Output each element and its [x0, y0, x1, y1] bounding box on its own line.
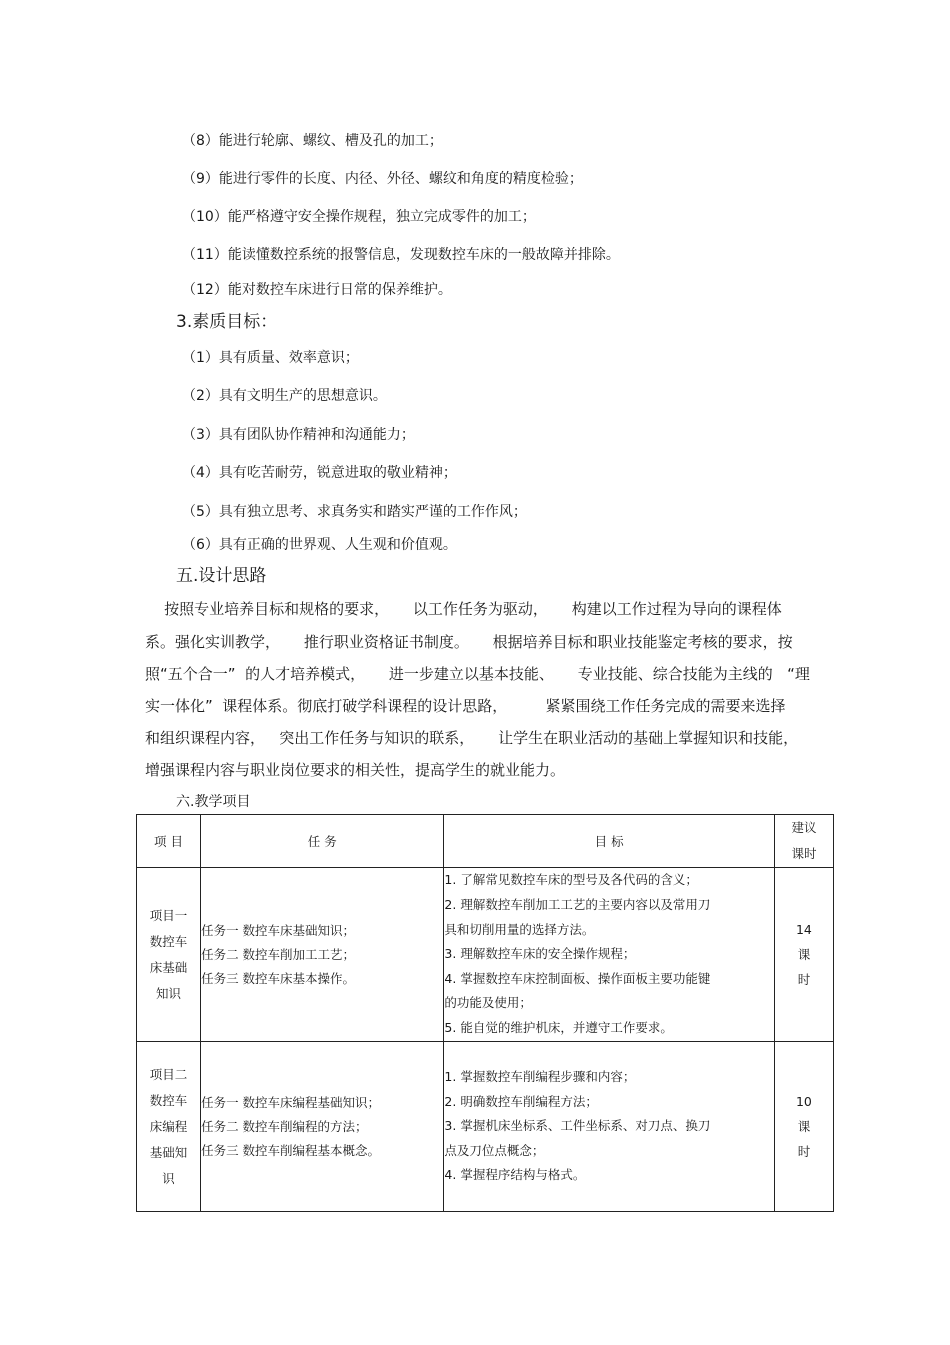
goal-line: 3. 理解数控车床的安全操作规程； [444, 946, 636, 962]
project-name-line: 床基础 [149, 959, 188, 975]
skill-item: （8）能进行轮廓、螺纹、槽及孔的加工； [182, 133, 443, 149]
task-cell [201, 868, 444, 1042]
hours-line: 时 [797, 972, 811, 987]
header-task: 任 务 [201, 815, 444, 868]
design-paragraph-line: 按照专业培养目标和规格的要求， 以工作任务为驱动， 构建以工作过程为导向的课程体 [145, 600, 782, 618]
project-name-line: 数控车 [149, 933, 188, 949]
table-caption: 六.教学项目 [176, 794, 251, 810]
goal-line: 具和切削用量的选择方法。 [444, 921, 595, 937]
skill-item: （11）能读懂数控系统的报警信息，发现数控车床的一般故障并排除。 [182, 247, 620, 263]
header-hours-line: 课时 [791, 846, 817, 861]
goal-line: 3. 掌握机床坐标系、工件坐标系、对刀点、换刀 [444, 1118, 711, 1134]
hours-line: 课 [797, 1119, 811, 1134]
table-row [137, 1042, 834, 1212]
task-item: 任务二 数控车削加工工艺； [201, 946, 356, 962]
project-name-line: 识 [162, 1170, 175, 1186]
goal-line: 4. 掌握数控车床控制面板、操作面板主要功能键 [444, 970, 711, 986]
quality-heading: 3.素质目标： [176, 312, 278, 332]
hours-line: 10 [795, 1094, 812, 1109]
goal-cell [444, 1042, 774, 1212]
goal-line: 2. 理解数控车削加工工艺的主要内容以及常用刀 [444, 897, 711, 913]
header-goal: 目 标 [444, 815, 774, 868]
goal-line: 1. 了解常见数控车床的型号及各代码的含义； [444, 872, 698, 888]
project-name-line: 项目一 [149, 907, 188, 923]
header-hours-line: 建议 [791, 820, 817, 835]
hours-line: 时 [797, 1144, 811, 1159]
task-item: 任务三 数控车削编程基本概念。 [201, 1142, 381, 1158]
skill-item: （9）能进行零件的长度、内径、外径、螺纹和角度的精度检验； [182, 171, 583, 187]
hours-cell [774, 1042, 833, 1212]
hours-cell [774, 868, 833, 1042]
task-cell [201, 1042, 444, 1212]
hours-line: 14 [795, 922, 812, 937]
skill-item: （12）能对数控车床进行日常的保养维护。 [182, 282, 452, 298]
skill-item: （10）能严格遵守安全操作规程，独立完成零件的加工； [182, 209, 536, 225]
goal-line: 点及刀位点概念； [444, 1142, 545, 1158]
header-hours [774, 815, 833, 868]
design-paragraph-line: 实一体化” 课程体系。彻底打破学科课程的设计思路， 紧紧围绕工作任务完成的需要来选择 [145, 697, 786, 715]
design-paragraph-line: 增强课程内容与职业岗位要求的相关性，提高学生的就业能力。 [145, 761, 566, 779]
header-project: 项 目 [137, 815, 201, 868]
teaching-projects-table [136, 814, 834, 1212]
quality-item: （6）具有正确的世界观、人生观和价值观。 [182, 537, 457, 553]
design-paragraph-line: 照“五个合一” 的人才培养模式， 进一步建立以基本技能、 专业技能、综合技能为主线的 “理 [145, 665, 810, 683]
project-name-line: 知识 [156, 985, 182, 1001]
project-name-line: 床编程 [149, 1118, 188, 1134]
design-paragraph-line: 系。强化实训教学， 推行职业资格证书制度。 根据培养目标和职业技能鉴定考核的要求，按 [145, 633, 793, 651]
goal-line: 1. 掌握数控车削编程步骤和内容； [444, 1069, 636, 1085]
goal-line: 的功能及使用； [444, 995, 532, 1011]
project-name-line: 基础知 [149, 1144, 188, 1160]
project-cell [137, 868, 201, 1042]
task-item: 任务一 数控车床编程基础知识； [201, 1094, 381, 1110]
quality-item: （1）具有质量、效率意识； [182, 350, 359, 366]
task-item: 任务三 数控车床基本操作。 [201, 970, 356, 986]
hours-line: 课 [797, 947, 811, 962]
goal-cell [444, 868, 774, 1042]
task-item: 任务一 数控车床基础知识； [201, 922, 356, 938]
goal-line: 4. 掌握程序结构与格式。 [444, 1167, 586, 1183]
project-cell [137, 1042, 201, 1212]
goal-line: 5. 能自觉的维护机床，并遵守工作要求。 [444, 1019, 673, 1035]
table-row [137, 868, 834, 1042]
quality-item: （3）具有团队协作精神和沟通能力； [182, 427, 415, 443]
design-paragraph-line: 和组织课程内容， 突出工作任务与知识的联系， 让学生在职业活动的基础上掌握知识和技能， [145, 729, 799, 747]
quality-item: （5）具有独立思考、求真务实和踏实严谨的工作作风； [182, 504, 527, 520]
quality-item: （2）具有文明生产的思想意识。 [182, 388, 387, 404]
goal-line: 2. 明确数控车削编程方法； [444, 1093, 598, 1109]
task-item: 任务二 数控车削编程的方法； [201, 1118, 368, 1134]
project-name-line: 项目二 [149, 1066, 188, 1082]
design-heading: 五.设计思路 [176, 566, 267, 586]
table-header-row [137, 815, 834, 868]
project-name-line: 数控车 [149, 1092, 188, 1108]
quality-item: （4）具有吃苦耐劳，锐意进取的敬业精神； [182, 465, 457, 481]
